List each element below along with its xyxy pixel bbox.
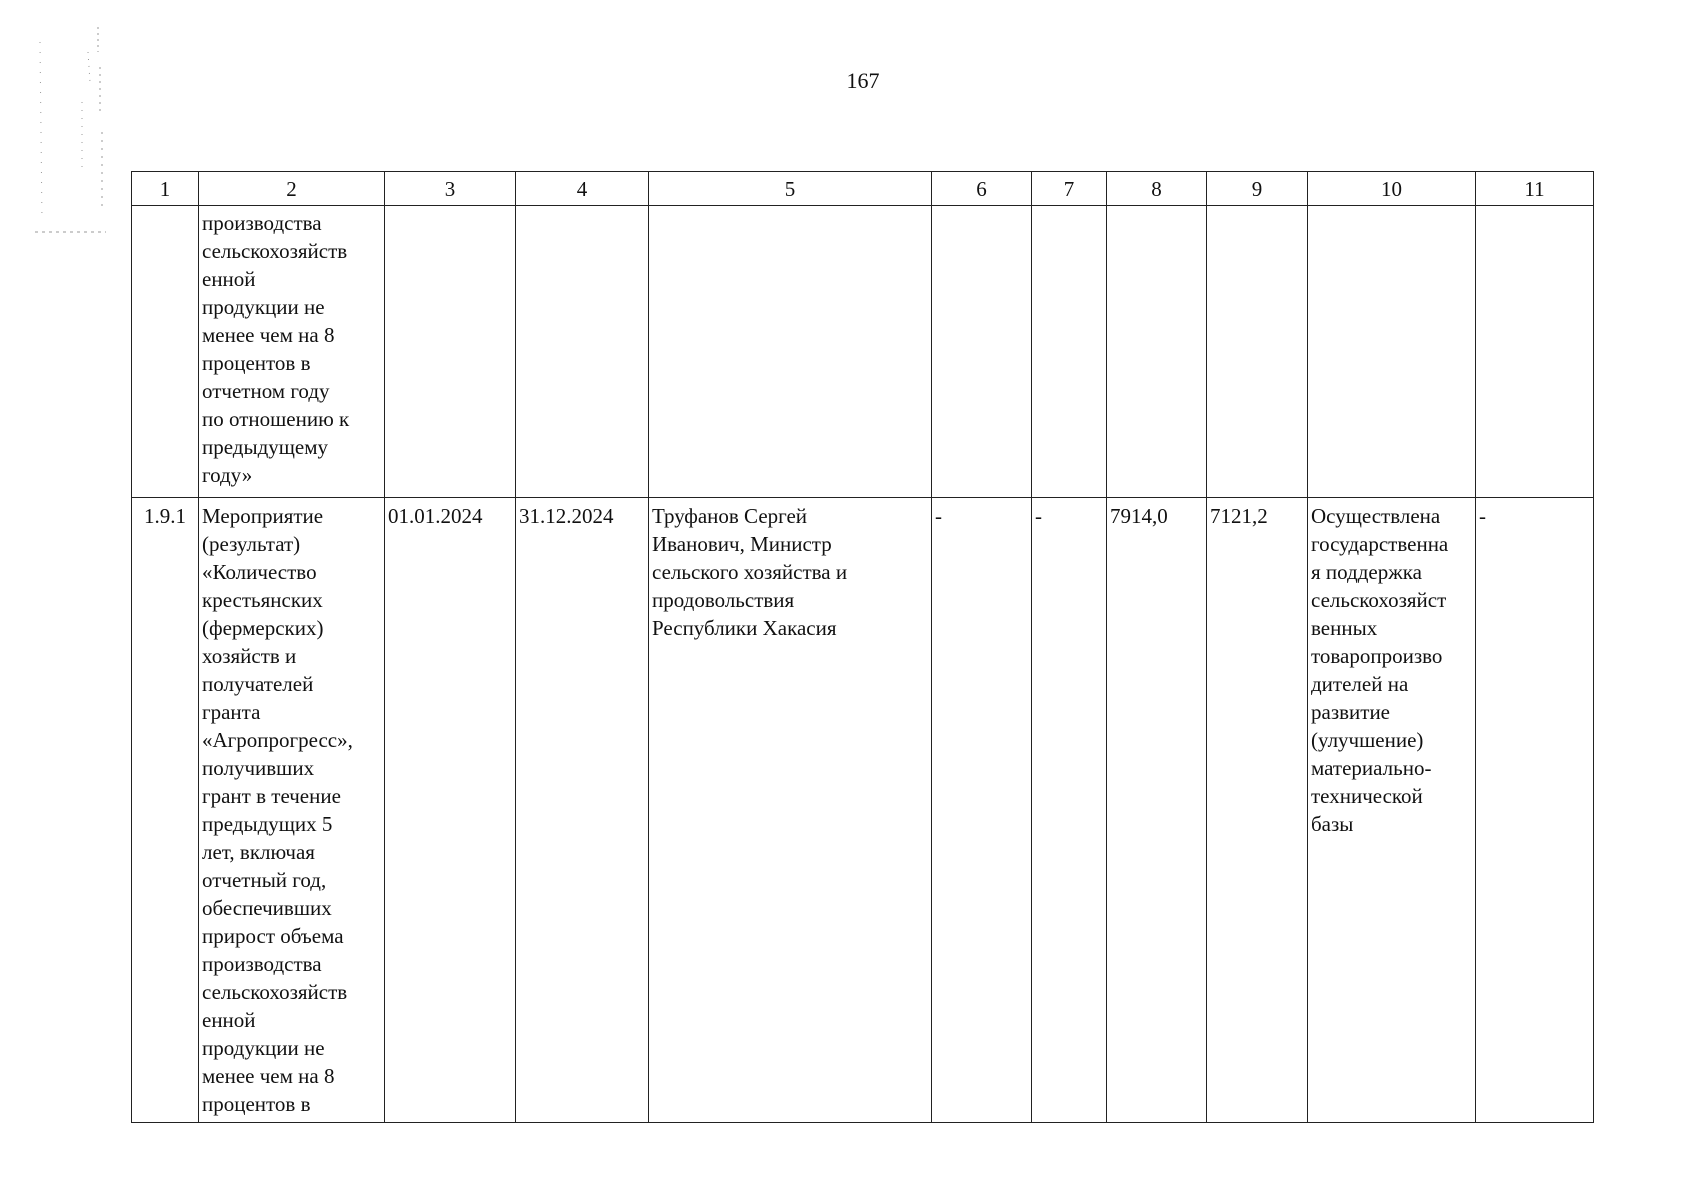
header-cell: 10: [1308, 172, 1476, 206]
end-date-cell: 31.12.2024: [516, 498, 649, 1123]
table-cell: [1107, 206, 1207, 498]
header-cell: 2: [199, 172, 385, 206]
header-cell: 3: [385, 172, 516, 206]
table-cell: [385, 206, 516, 498]
header-row: [132, 172, 1594, 206]
table-row-continuation: [132, 206, 1594, 498]
table-cell: [649, 206, 932, 498]
header-cell: 4: [516, 172, 649, 206]
value-cell-8: 7914,0: [1107, 498, 1207, 1123]
table-cell: [516, 206, 649, 498]
table-cell: -: [1032, 498, 1107, 1123]
header-cell: 7: [1032, 172, 1107, 206]
table-cell: -: [1476, 498, 1594, 1123]
table-cell-description: Мероприятие (результат) «Количество крестьянских (фермерских) хозяйств и получателей гранта «Агропрогресс», получивших грант в течение предыдущих 5 лет, включая отчетный год, обеспечивших прирост объема производства сельскохозяйств енной продукции не менее чем на 8 процентов в: [199, 498, 385, 1123]
table-cell: [1476, 206, 1594, 498]
table-cell: [1308, 206, 1476, 498]
header-cell: 5: [649, 172, 932, 206]
page-number: 167: [846, 68, 880, 93]
header-cell: 8: [1107, 172, 1207, 206]
table-cell: -: [932, 498, 1032, 1123]
header-cell: 1: [132, 172, 199, 206]
table-cell: [1032, 206, 1107, 498]
measures-table: [131, 171, 1594, 1123]
table-cell: [1207, 206, 1308, 498]
header-cell: 6: [932, 172, 1032, 206]
header-cell: 9: [1207, 172, 1308, 206]
value-cell-9: 7121,2: [1207, 498, 1308, 1123]
start-date-cell: 01.01.2024: [385, 498, 516, 1123]
responsible-person-cell: Труфанов Сергей Иванович, Министр сельского хозяйства и продовольствия Республики Хакасия: [649, 498, 932, 1123]
table-cell: [132, 206, 199, 498]
table-cell-description: производства сельскохозяйств енной продукции не менее чем на 8 процентов в отчетном году по отношению к предыдущему году»: [199, 206, 385, 498]
header-cell: 11: [1476, 172, 1594, 206]
margin-scan-marks: [30, 22, 110, 242]
table-row-1-9-1: [132, 498, 1594, 1123]
table-cell: [932, 206, 1032, 498]
row-number-cell: 1.9.1: [132, 498, 199, 1123]
result-description-cell: Осуществлена государственна я поддержка сельскохозяйст венных товаропроизво дителей на развитие (улучшение) материально- технической базы: [1308, 498, 1476, 1123]
